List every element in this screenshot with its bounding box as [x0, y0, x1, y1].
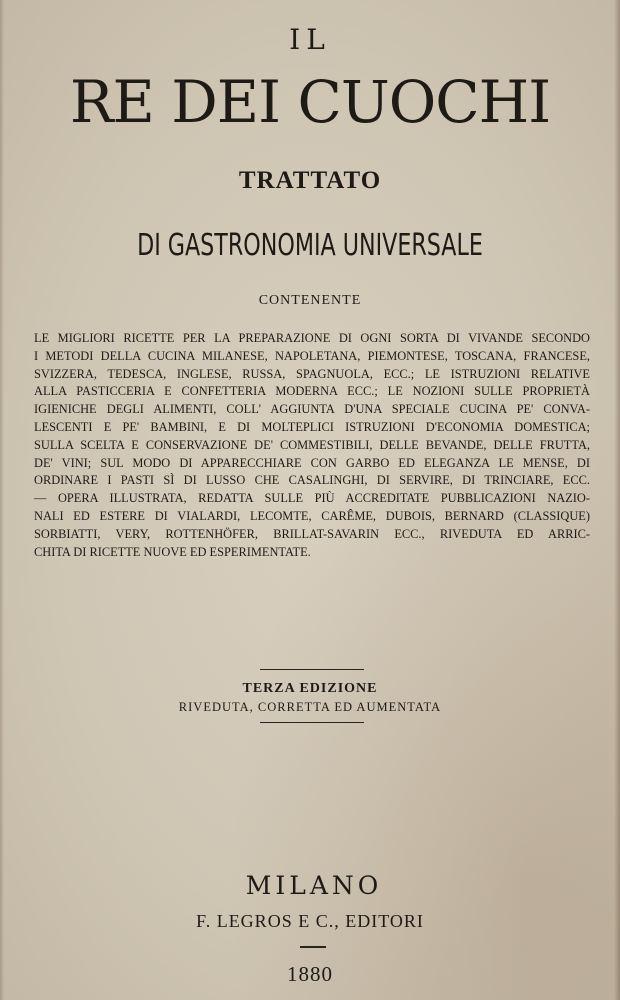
divider-rule-top: [260, 669, 364, 670]
description-line: DE' VINI; SUL MODO DI APPARECCHIARE CON GARBO ED ELEGANZA LE MENSE, DI: [34, 455, 590, 470]
description-line: ORDINARE I PASTI SÌ DI LUSSO CHE CASALINGHI, DI SERVIRE, DI TRINCIARE, ECC.: [34, 473, 590, 488]
divider-rule-bottom: [260, 722, 364, 723]
publication-city: MILANO: [245, 871, 383, 900]
description-block: [34, 330, 590, 561]
description-line: I METODI DELLA CUCINA MILANESE, NAPOLETANA, PIEMONTESE, TOSCANA, FRANCESE,: [34, 348, 590, 363]
subtitle-line-2: DI GASTRONOMIA UNIVERSALE: [137, 228, 483, 263]
description-line: NALI ED ESTERE DI VIALARDI, LECOMTE, CARÊME, DUBOIS, BERNARD (CLASSIQUE): [34, 508, 590, 523]
description-line: SVIZZERA, TEDESCA, INGLESE, RUSSA, SPAGNUOLA, ECC.; LE ISTRUZIONI RELATIVE: [34, 366, 590, 381]
subtitle: TRATTATO: [238, 167, 382, 194]
description-line: ALLA PASTICCERIA E CONFETTERIA MODERNA ECC.; LE NOZIONI SULLE PROPRIETÀ: [34, 384, 590, 399]
edition-note: RIVEDUTA, CORRETTA ED AUMENTATA: [178, 700, 442, 714]
description-line: LESCENTI E PE' BAMBINI, E DI MOLTEPLICI ISTRUZIONI D'ECONOMIA DOMESTICA;: [34, 419, 590, 434]
publisher: F. LEGROS E C., EDITORI: [196, 911, 424, 931]
description-line: IGIENICHE DEGLI ALIMENTI, COLL' AGGIUNTA D'UNA SPECIALE CUCINA PE' CONVA-: [34, 402, 590, 417]
short-divider: [300, 946, 326, 948]
intro-word: CONTENENTE: [258, 293, 362, 308]
edition-label: TERZA EDIZIONE: [242, 681, 378, 696]
description-line: CHITA DI RICETTE NUOVE ED ESPERIMENTATE.: [34, 544, 311, 559]
description-line: SORBIATTI, VERY, ROTTENHÖFER, BRILLAT-SAVARIN ECC., RIVEDUTA ED ARRIC-: [34, 526, 590, 541]
book-title: RE DEI CUOCHI: [69, 68, 551, 136]
title-prefix: IL: [289, 23, 331, 56]
page-edge-shadow-right: [614, 0, 620, 1000]
page-edge-shadow-left: [0, 0, 4, 1000]
description-line: LE MIGLIORI RICETTE PER LA PREPARAZIONE DI OGNI SORTA DI VIVANDE SECONDO: [34, 331, 590, 345]
description-line: SULLA SCELTA E CONSERVAZIONE DE' COMMESTIBILI, DELLE BEVANDE, DELLE FRUTTA,: [34, 437, 590, 452]
publication-year: 1880: [287, 962, 333, 986]
description-line: — OPERA ILLUSTRATA, REDATTA SULLE PIÙ ACCREDITATE PUBBLICAZIONI NAZIO-: [34, 491, 590, 506]
